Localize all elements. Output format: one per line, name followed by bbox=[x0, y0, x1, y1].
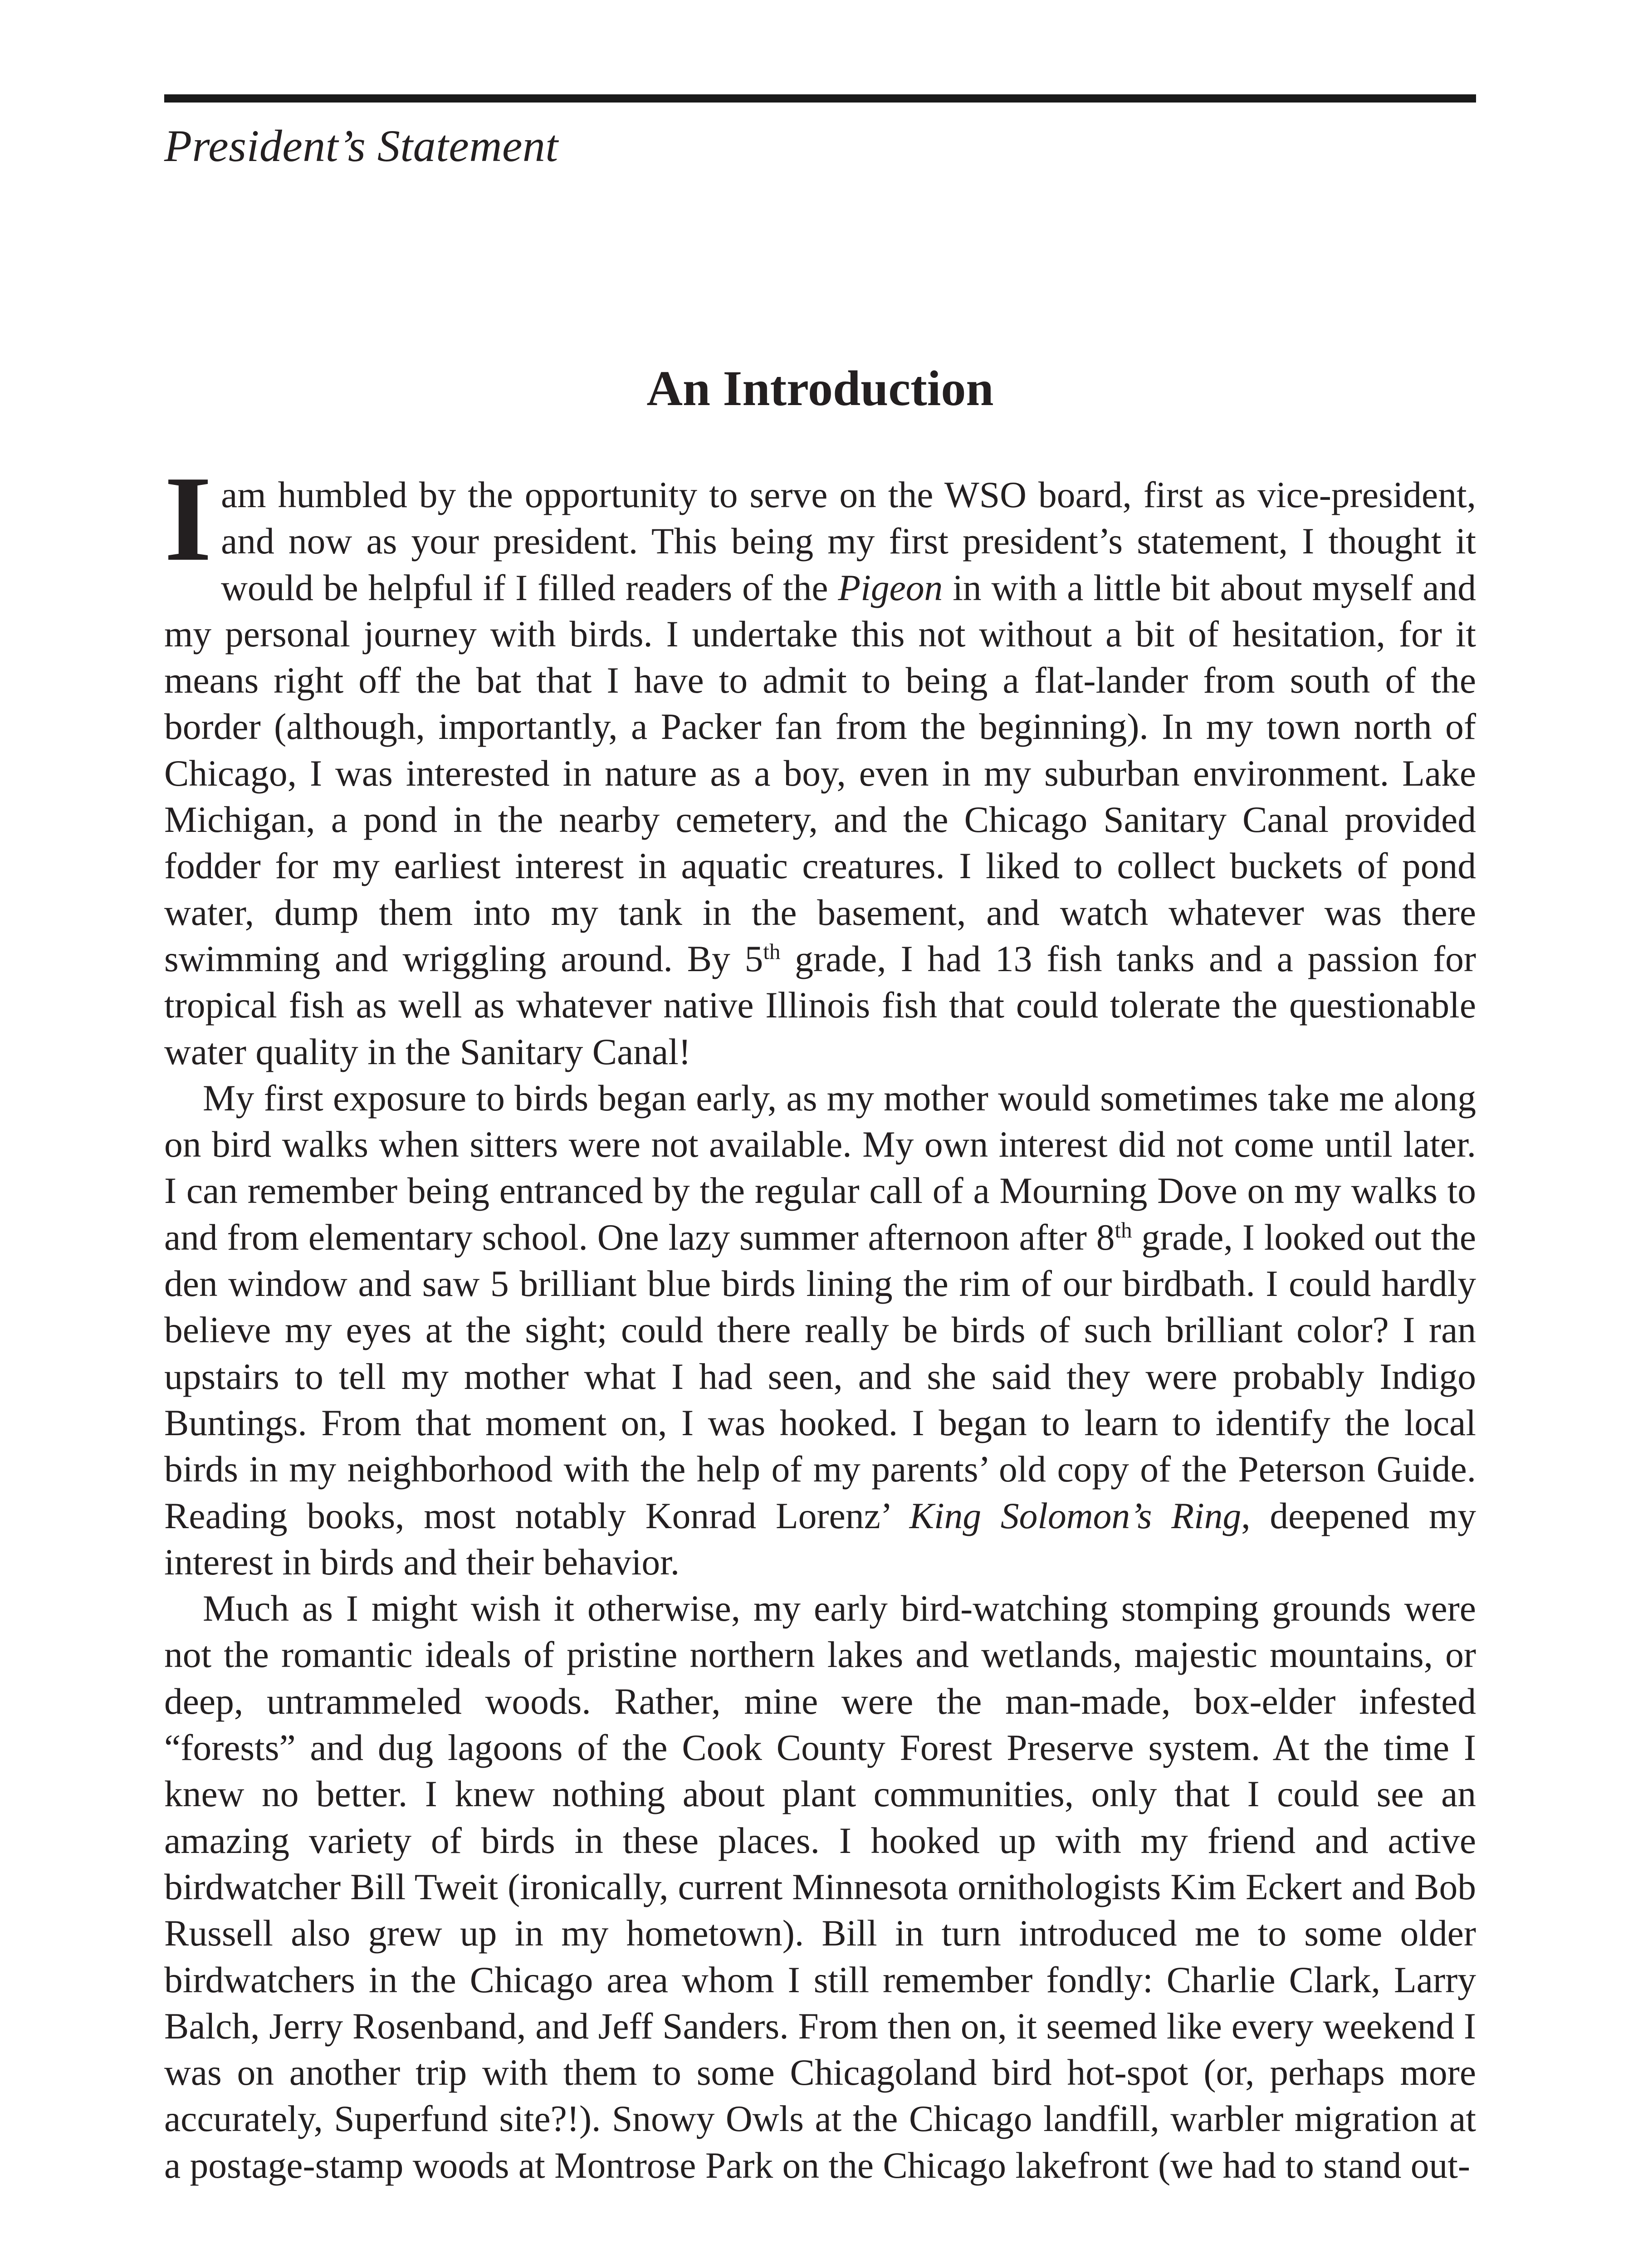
article-body bbox=[164, 451, 1476, 2189]
paragraph-2-text-b: grade, I looked out the den window and saw 5 brilliant blue birds lining the rim of our birdbath. I could hardly believe my eyes at the sight; could there really be birds of such brilliant color? I ran upstairs to tell my mother what I had seen, and she said they were probably Indigo Buntings. From that moment on, I was hooked. I began to learn to identify the local birds in my neighborhood with the help of my parents’ old copy of the Peterson Guide. Reading books, most notably Konrad Lorenz’ bbox=[164, 1216, 1476, 1536]
paragraph-1-text-c: grade, I had 13 fish tanks and a passion for tropical fish as well as whatever native Illinois fish that could tolerate the questionable water quality in the Sanitary Canal! bbox=[164, 938, 1476, 1072]
paragraph-1 bbox=[164, 451, 1476, 1075]
paragraph-1-text-b: in with a little bit about myself and my personal journey with birds. I undertake this not without a bit of hesitation, for it means right off the bat that I have to admit to being a flat-lander from south of the border (although, importantly, a Packer fan from the beginning). In my town north of Chicago, I was interested in nature as a boy, even in my suburban environment. Lake Michigan, a pond in the nearby cemetery, and the Chicago Sanitary Canal provided fodder for my earliest interest in aquatic creatures. I liked to collect buckets of pond water, dump them into my tank in the basement, and watch whatever was there swimming and wriggling around. By 5 bbox=[164, 567, 1476, 979]
paragraph-2 bbox=[164, 1075, 1476, 1585]
header-rule bbox=[164, 94, 1476, 103]
drop-cap: I bbox=[164, 451, 212, 587]
paragraph-3: Much as I might wish it otherwise, my early bird-watching stomping grounds were not the romantic ideals of pristine northern lakes and wetlands, majestic mountains, or deep, untrammeled woods. Rather, mine were the man-made, box-elder infested “forests” and dug lagoons of the Cook County Forest Preserve system. At the time I knew no better. I knew nothing about plant communities, only that I could see an amazing variety of birds in these places. I hooked up with my friend and active birdwatcher Bill Tweit (ironically, current Minnesota ornithologists Kim Eckert and Bob Russell also grew up in my hometown). Bill in turn introduced me to some older birdwatchers in the Chicago area whom I still remember fondly: Charlie Clark, Larry Balch, Jerry Rosenband, and Jeff Sanders. From then on, it seemed like every weekend I was on another trip with them to some Chicagoland bird hot-spot (or, perhaps more accurately, Superfund site?!). Snowy Owls at the Chicago landfill, warbler migration at a postage-stamp woods at Montrose Park on the Chicago lakefront (we had to stand out- bbox=[164, 1588, 1476, 2186]
ordinal-suffix: th bbox=[1115, 1217, 1132, 1242]
ordinal-suffix: th bbox=[763, 939, 781, 964]
paragraph-2-text-a: My first exposure to birds began early, as my mother would sometimes take me along on bird walks when sitters were not available. My own interest did not come until later. I can remember being entranced by the regular call of a Mourning Dove on my walks to and from elementary school. One lazy summer afternoon after 8 bbox=[164, 1077, 1476, 1258]
section-header: President’s Statement bbox=[164, 121, 558, 171]
paragraph-1-text-a: am humbled by the opportunity to serve on the WSO board, first as vice-president, and now as your president. This being my first president’s statement, I thought it would be helpful if I filled readers of the bbox=[221, 474, 1476, 608]
journal-name: Pigeon bbox=[838, 567, 943, 608]
book-title: King Solomon’s Ring bbox=[909, 1495, 1242, 1536]
article-title: An Introduction bbox=[646, 361, 994, 416]
paragraph-2-text-c: , deepened my interest in birds and their behavior. bbox=[164, 1495, 1476, 1583]
